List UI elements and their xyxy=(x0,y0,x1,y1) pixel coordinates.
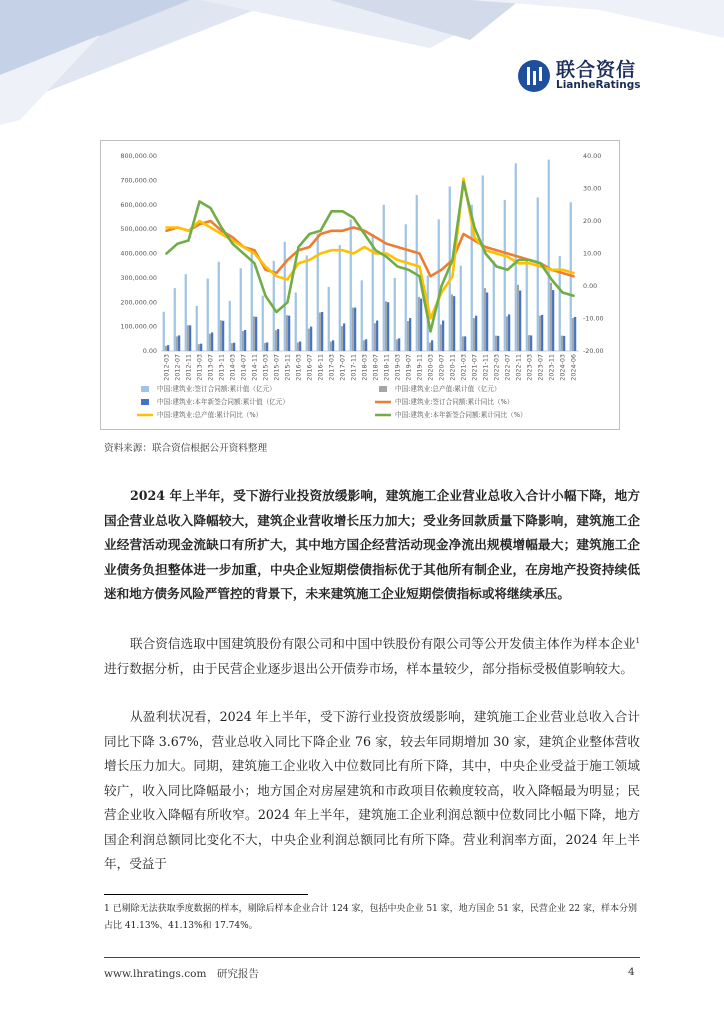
source-note: 资料来源：联合资信根据公开资料整理 xyxy=(104,443,268,454)
y-left-tick-label: 700,000.00 xyxy=(120,176,157,185)
bar xyxy=(365,339,367,351)
x-tick-label: 2015-03 xyxy=(261,354,270,381)
bar xyxy=(374,323,376,351)
bar xyxy=(251,249,253,351)
bar xyxy=(429,342,431,351)
bar xyxy=(574,317,576,351)
x-tick-label: 2024-06 xyxy=(569,354,578,381)
y-right-tick-label: 30.00 xyxy=(583,184,602,193)
x-tick-label: 2020-07 xyxy=(437,354,446,381)
x-tick-label: 2020-03 xyxy=(426,354,435,381)
x-tick-label: 2013-11 xyxy=(217,354,226,381)
bar xyxy=(233,343,235,351)
bar xyxy=(284,242,286,351)
bar xyxy=(361,280,363,351)
bar xyxy=(297,342,299,351)
bar xyxy=(363,340,365,351)
x-tick-label: 2018-11 xyxy=(382,354,391,381)
construction-industry-chart xyxy=(100,140,620,430)
bar xyxy=(178,335,180,351)
bar xyxy=(550,283,552,351)
x-tick-label: 2017-03 xyxy=(327,354,336,381)
x-tick-label: 2021-11 xyxy=(481,354,490,381)
y-left-tick-label: 0.00 xyxy=(142,347,157,355)
y-right-tick-label: 10.00 xyxy=(583,249,602,258)
x-tick-label: 2012-11 xyxy=(184,354,193,381)
bar xyxy=(497,336,499,351)
bar xyxy=(167,345,169,351)
x-tick-label: 2022-11 xyxy=(514,354,523,381)
y-right-tick-label: 40.00 xyxy=(583,152,602,160)
chart-svg xyxy=(101,141,621,431)
y-left-tick-label: 500,000.00 xyxy=(120,225,157,234)
bar xyxy=(460,266,462,351)
bar xyxy=(383,205,385,351)
y-right-tick-label: 0.00 xyxy=(583,282,598,290)
y-left-tick-label: 300,000.00 xyxy=(120,273,157,282)
bar xyxy=(321,312,323,351)
bar xyxy=(198,344,200,351)
bar xyxy=(196,306,198,351)
y-left-tick-label: 800,000.00 xyxy=(120,152,157,160)
footer-site: www.lhratings.com 研究报告 xyxy=(104,968,259,980)
bar xyxy=(332,340,334,351)
bar xyxy=(308,329,310,351)
y-left-tick-label: 200,000.00 xyxy=(120,298,157,307)
bar xyxy=(317,234,319,351)
bar xyxy=(396,339,398,351)
bar xyxy=(484,288,486,351)
x-tick-label: 2014-11 xyxy=(250,354,259,381)
bar xyxy=(328,287,330,351)
x-tick-label: 2021-03 xyxy=(459,354,468,381)
bar xyxy=(398,338,400,351)
bar xyxy=(387,302,389,351)
bar xyxy=(528,335,530,351)
legend-swatch xyxy=(379,386,387,392)
bar xyxy=(453,296,455,351)
legend-label: 中国:建筑业:签订合同额:累计同比（%） xyxy=(395,398,514,406)
brand-logo xyxy=(518,56,640,96)
bar xyxy=(418,297,420,351)
bar xyxy=(222,321,224,351)
y-right-tick-label: 20.00 xyxy=(583,217,602,225)
bar xyxy=(451,294,453,351)
bar xyxy=(530,335,532,351)
x-tick-label: 2023-03 xyxy=(525,354,534,381)
bar xyxy=(376,321,378,351)
bar xyxy=(288,316,290,351)
bar xyxy=(341,326,343,351)
x-tick-label: 2015-07 xyxy=(272,354,281,381)
y-left-tick-label: 400,000.00 xyxy=(120,249,157,258)
x-tick-label: 2023-11 xyxy=(547,354,556,381)
bar xyxy=(440,324,442,351)
page-number: 4 xyxy=(628,966,635,978)
bar xyxy=(165,346,167,351)
bar xyxy=(277,329,279,351)
x-tick-label: 2017-11 xyxy=(349,354,358,381)
bar xyxy=(409,318,411,351)
bar xyxy=(343,323,345,351)
bar xyxy=(185,274,187,351)
x-tick-label: 2018-07 xyxy=(371,354,380,381)
bar xyxy=(517,285,519,351)
bar xyxy=(330,341,332,351)
bar xyxy=(231,343,233,351)
bar xyxy=(211,332,213,351)
x-tick-label: 2019-11 xyxy=(415,354,424,381)
bar xyxy=(286,315,288,351)
bar xyxy=(464,336,466,351)
x-tick-label: 2022-03 xyxy=(492,354,501,381)
bar xyxy=(229,301,231,351)
bar xyxy=(394,278,396,351)
bar xyxy=(495,336,497,351)
y-right-tick-label: -10.00 xyxy=(583,314,604,323)
bar xyxy=(339,245,341,351)
profit-paragraph: 从盈利状况看，2024 年上半年，受下游行业投资放缓影响，建筑施工企业营业总收入合计同比下降 3.67%，营业总收入同比下降企业 76 家，较去年同期增加 30 家，建筑企业整体营收增长压力加大。同期，建筑施工企业收入中位数同比有所下降，其中，中央企业受益于施工领域较广，收入同比降幅最小；地方国企对房屋建筑和市政项目依赖度较高，收入降幅最为明显；民营企业收入降幅有所收窄。2024 年上半年，建筑施工企业利润总额中位数同比小幅下降，地方国企利润总额同比变化不大，中央企业利润总额同比有所下降。营业利润率方面，2024 年上半年，受益于 xyxy=(104,709,640,871)
x-tick-label: 2018-03 xyxy=(360,354,369,381)
sample-paragraph-b: 进行数据分析，由于民营企业逐步退出公开债券市场，样本量较少，部分指标受极值影响较大。 xyxy=(104,660,633,676)
footnote-ref: 1 xyxy=(635,636,640,645)
series-line xyxy=(167,182,574,332)
lianhe-logo-icon xyxy=(518,60,550,92)
bar xyxy=(220,320,222,351)
bar xyxy=(572,318,574,351)
bar xyxy=(407,321,409,351)
bar xyxy=(299,341,301,351)
bar xyxy=(262,296,264,351)
x-tick-label: 2015-11 xyxy=(283,354,292,381)
bar xyxy=(438,219,440,351)
bar xyxy=(174,288,176,351)
bar xyxy=(176,336,178,351)
x-tick-label: 2023-07 xyxy=(536,354,545,381)
series-line xyxy=(167,179,574,319)
x-tick-label: 2013-03 xyxy=(195,354,204,381)
bar xyxy=(207,279,209,351)
bar xyxy=(420,299,422,351)
bar xyxy=(552,290,554,351)
x-tick-label: 2014-03 xyxy=(228,354,237,381)
x-tick-label: 2012-07 xyxy=(173,354,182,381)
bar xyxy=(189,325,191,351)
bar xyxy=(431,340,433,351)
bar xyxy=(519,291,521,351)
bar xyxy=(209,334,211,351)
bar xyxy=(506,316,508,351)
x-tick-label: 2019-07 xyxy=(404,354,413,381)
footnote: 1 已剔除无法获取季度数据的样本，剔除后样本企业合计 124 家，包括中央企业 51 家，地方国企 51 家，民营企业 22 家，样本分别占比 41.13%、41.13%和 17.74%。 xyxy=(104,904,638,931)
bar xyxy=(354,308,356,351)
bar xyxy=(561,336,563,351)
x-tick-label: 2013-07 xyxy=(206,354,215,381)
bar xyxy=(295,293,297,352)
x-tick-label: 2021-07 xyxy=(470,354,479,381)
bar xyxy=(350,219,352,351)
y-right-tick-label: -20.00 xyxy=(583,347,604,355)
x-tick-label: 2017-07 xyxy=(338,354,347,381)
x-tick-label: 2016-03 xyxy=(294,354,303,381)
legend-label: 中国:建筑业:总产值:累计值（亿元） xyxy=(395,385,501,393)
bar xyxy=(253,316,255,351)
legend-swatch xyxy=(141,399,149,405)
bar xyxy=(482,176,484,352)
bar xyxy=(240,268,242,351)
bar xyxy=(352,308,354,351)
legend-label: 中国:建筑业:总产值:累计同比（%） xyxy=(157,411,263,419)
bar xyxy=(541,315,543,351)
bar xyxy=(266,342,268,351)
bar xyxy=(442,321,444,351)
x-tick-label: 2020-11 xyxy=(448,354,457,381)
bar xyxy=(526,258,528,351)
x-tick-label: 2012-03 xyxy=(162,354,171,381)
footer-divider xyxy=(104,957,640,958)
bar xyxy=(310,327,312,351)
bar xyxy=(473,318,475,351)
y-left-tick-label: 600,000.00 xyxy=(120,200,157,209)
footnote-divider xyxy=(104,894,308,895)
legend-swatch xyxy=(141,386,149,392)
series-line xyxy=(167,221,574,276)
bar xyxy=(306,255,308,351)
bar xyxy=(493,261,495,351)
x-tick-label: 2016-11 xyxy=(316,354,325,381)
bar xyxy=(486,293,488,352)
legend-label: 中国:建筑业:本年新签合同额:累计值（亿元） xyxy=(157,398,289,406)
bar xyxy=(539,316,541,351)
bar xyxy=(200,344,202,351)
bar xyxy=(508,314,510,351)
x-tick-label: 2016-07 xyxy=(305,354,314,381)
y-left-tick-label: 100,000.00 xyxy=(120,322,157,331)
x-tick-label: 2024-03 xyxy=(558,354,567,381)
bar xyxy=(242,331,244,351)
bar xyxy=(475,316,477,351)
x-tick-label: 2019-03 xyxy=(393,354,402,381)
x-tick-label: 2014-07 xyxy=(239,354,248,381)
brand-name-cn: 联合资信 xyxy=(556,58,637,81)
bar xyxy=(405,224,407,351)
legend-label: 中国:建筑业:本年新签合同额:累计同比（%） xyxy=(395,411,527,419)
bar xyxy=(537,197,539,351)
bar xyxy=(319,312,321,351)
brand-name-en: LianheRatings xyxy=(556,79,641,92)
bar xyxy=(462,336,464,351)
x-tick-label: 2022-07 xyxy=(503,354,512,381)
sample-paragraph-a: 联合资信选取中国建筑股份有限公司和中国中铁股份有限公司等公开发债主体作为样本企业 xyxy=(130,636,636,651)
bar xyxy=(244,330,246,351)
bar xyxy=(548,160,550,351)
sample-paragraph xyxy=(104,632,640,681)
bar xyxy=(255,317,257,351)
legend-label: 中国:建筑业:签订合同额:累计值（亿元） xyxy=(157,385,276,393)
bar xyxy=(504,200,506,351)
bar xyxy=(563,336,565,351)
bar xyxy=(187,325,189,351)
summary-paragraph: 2024 年上半年，受下游行业投资放缓影响，建筑施工企业营业总收入合计小幅下降，地方国企营业总收入降幅较大，建筑企业营收增长压力加大；受业务回款质量下降影响，建筑施工企业经营活动现金流缺口有所扩大，其中地方国企经营活动现金净流出规模增幅最大；建筑施工企业债务负担整体进一步加重，中央企业短期偿债指标优于其他所有制企业，在房地产投资持续低迷和地方债务风险严管控的背景下，未来建筑施工企业短期偿债指标或将继续承压。 xyxy=(104,488,640,601)
bar xyxy=(218,262,220,351)
bar xyxy=(385,301,387,351)
bar xyxy=(163,312,165,351)
bar xyxy=(275,330,277,351)
bar xyxy=(264,343,266,351)
